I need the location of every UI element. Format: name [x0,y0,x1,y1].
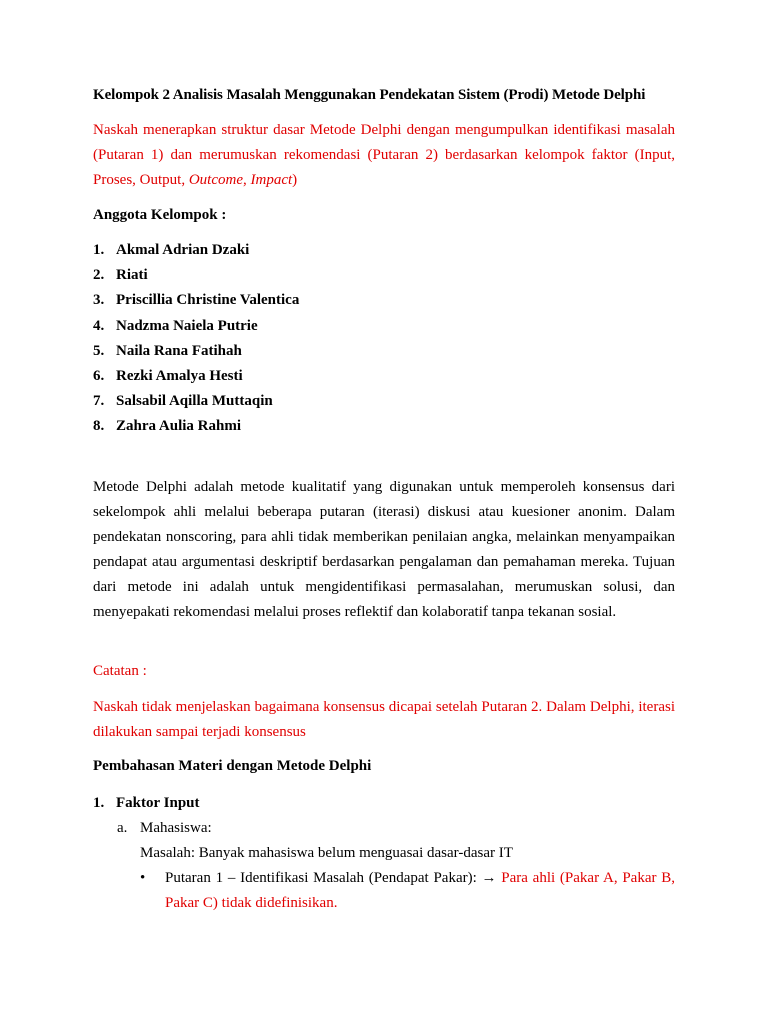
bullet-text: Putaran 1 – Identifikasi Masalah (Pendapat Pakar): → Para ahli (Pakar A, Pakar B, Pakar C) tidak didefinisikan. [165,870,675,911]
list-item: 2. Riati [93,267,148,284]
problem-statement: Masalah: Banyak mahasiswa belum menguasai dasar-dasar IT [140,845,513,861]
factor-number: 1. [93,795,105,811]
sub-item-label: Mahasiswa: [140,820,212,836]
intro-end: ) [292,172,298,188]
intro-paragraph [93,118,675,193]
sub-item-mahasiswa [117,816,677,841]
note-text: Naskah tidak menjelaskan bagaimana konsensus dicapai setelah Putaran 2. Dalam Delphi, iterasi dilakukan sampai terjadi konsensus [93,699,675,740]
bullet-icon: • [140,870,146,886]
intro-outcome: Outcome [188,172,243,188]
list-item: 5. Naila Rana Fatihah [93,342,242,359]
members-list [93,238,675,440]
document-title: Kelompok 2 Analisis Masalah Menggunakan Pendekatan Sistem (Prodi) Metode Delphi [93,87,646,103]
list-item: 8. Zahra Aulia Rahmi [93,418,242,435]
note-heading: Catatan : [93,663,147,679]
sub-item-letter: a. [117,820,128,836]
list-item: 4. Nadzma Naiela Putrie [93,317,258,334]
factor-input-heading [93,791,675,816]
list-item: 6. Rezki Amalya Hesti [93,367,243,384]
bullet-red-text: Para ahli (Pakar A, Pakar B, Pakar C) tidak didefinisikan. [165,870,675,911]
list-item: 3. Priscillia Christine Valentica [93,292,300,309]
list-item: 1. Akmal Adrian Dzaki [93,242,250,258]
arrow-right-icon: → [481,870,497,886]
factor-label: Faktor Input [116,795,200,811]
intro-impact: Impact [250,172,293,188]
intro-text: Naskah menerapkan struktur dasar Metode Delphi dengan mengumpulkan identifikasi masalah (Putaran 1) dan merumuskan rekomendasi (Putaran 2) berdasarkan kelompok faktor (Input, Proses, Output, [93,122,675,188]
members-heading: Anggota Kelompok : [93,207,227,223]
delphi-paragraph: Metode Delphi adalah metode kualitatif yang digunakan untuk memperoleh konsensus dari sekelompok ahli melalui beberapa putaran (iterasi) diskusi atau kuesioner anonim. Dalam pendekatan nonscoring, para ahli tidak memberikan penilaian angka, melainkan menyampaikan pendapat atau argumentasi deskriptif berdasarkan pengalaman dan pemahaman mereka. Tujuan dari metode ini adalah untuk mengidentifikasi permasalahan, merumuskan solusi, dan menyepakati rekomendasi melalui proses reflektif dan kolaboratif tanpa tekanan sosial. [93,479,675,620]
list-item: 7. Salsabil Aqilla Muttaqin [93,393,273,410]
intro-sep: , [243,172,251,188]
section-heading: Pembahasan Materi dengan Metode Delphi [93,758,372,774]
